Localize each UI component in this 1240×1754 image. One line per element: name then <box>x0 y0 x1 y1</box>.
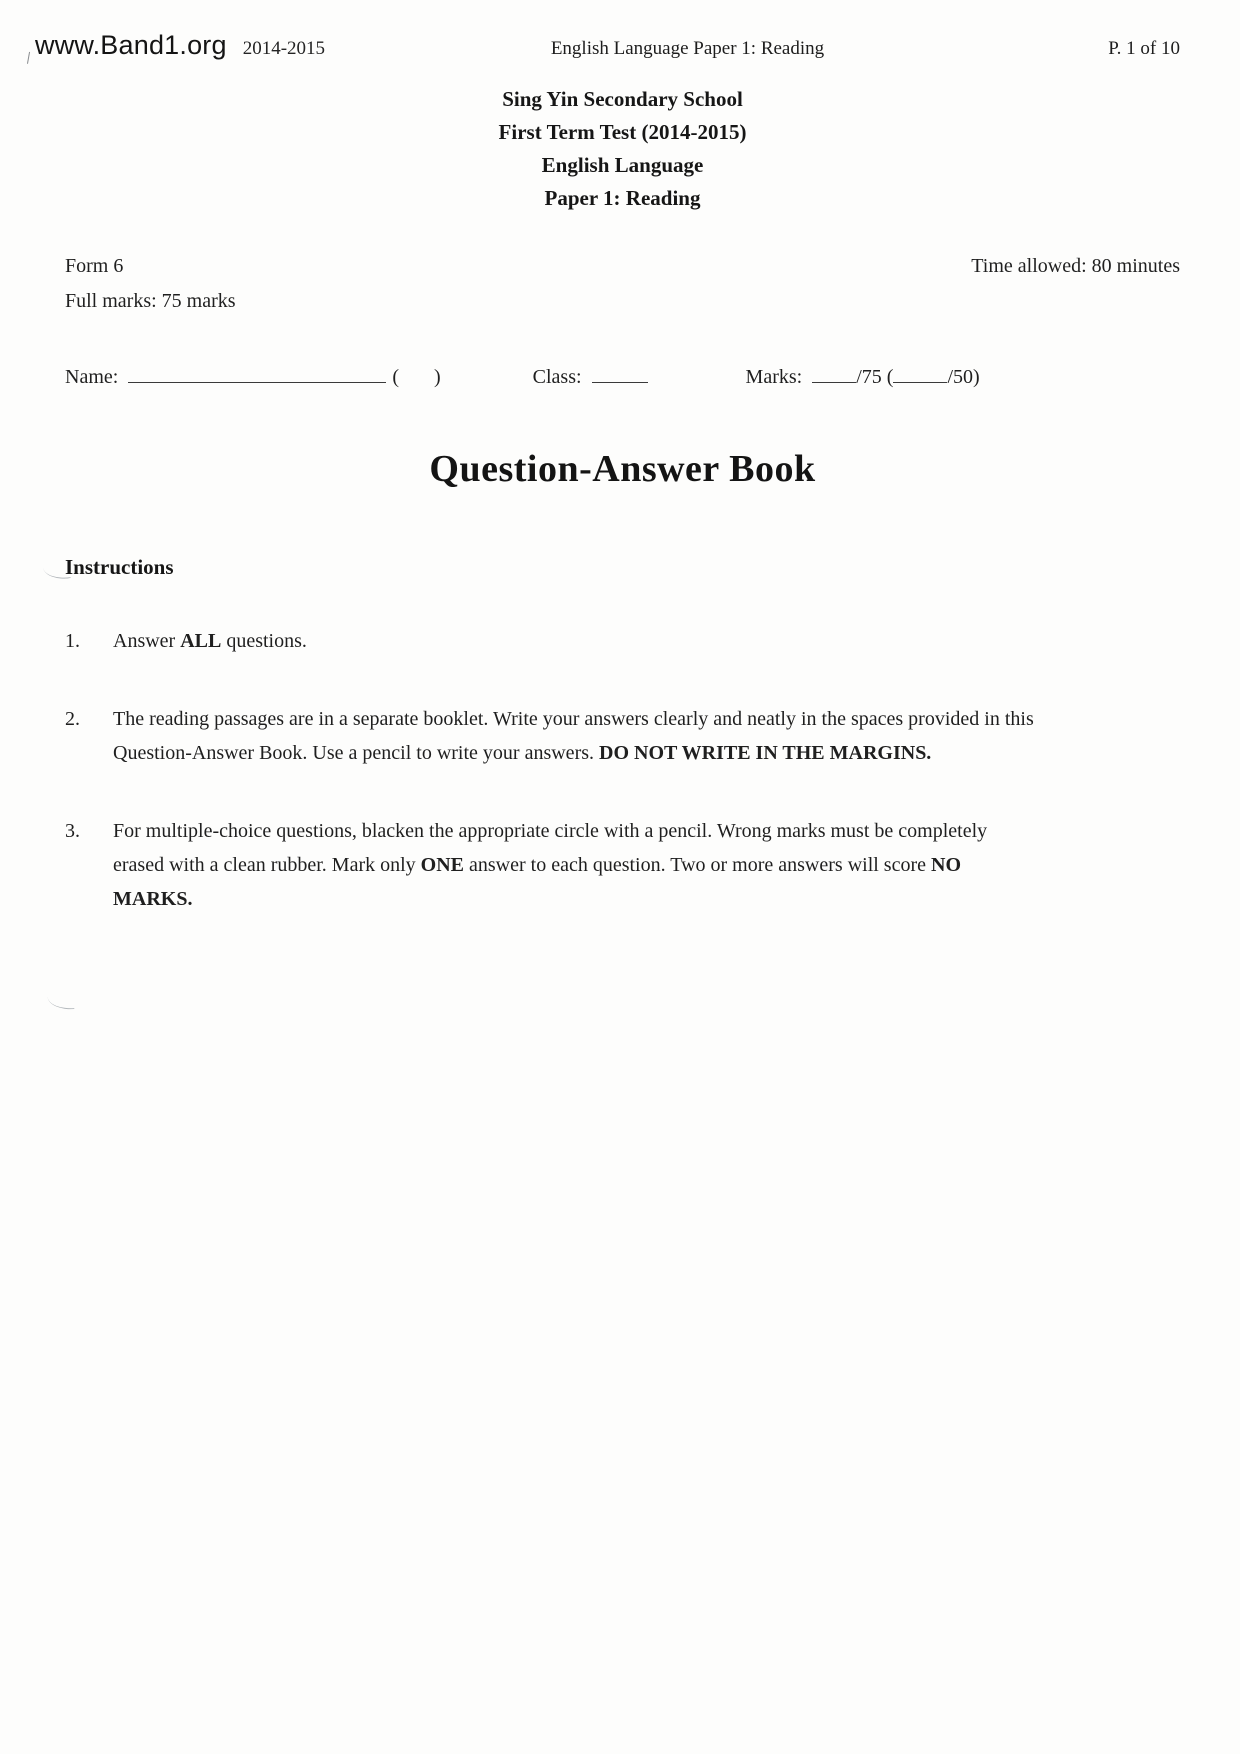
marks-label: Marks: <box>745 366 803 388</box>
instruction-item <box>65 702 1180 770</box>
full-marks-label: Full marks: 75 marks <box>65 290 236 312</box>
instruction-item <box>65 624 1180 658</box>
paper-name: Paper 1: Reading <box>544 186 701 210</box>
document-title: Question-Answer Book <box>429 448 816 490</box>
scan-artifact <box>48 995 75 1011</box>
school-heading-block <box>65 83 1180 215</box>
page-header <box>35 30 1180 61</box>
class-label: Class: <box>532 366 582 388</box>
header-paper-title: English Language Paper 1: Reading <box>550 38 825 59</box>
instructions-heading: Instructions <box>65 555 174 579</box>
instruction-number: 1. <box>65 630 80 652</box>
class-blank-line <box>592 363 648 383</box>
instruction-text: Answer ALL questions. <box>113 630 307 652</box>
instruction-text: For multiple-choice questions, blacken the appropriate circle with a pencil. Wrong marks must be completely erased with a clean rubber. Mark only ONE answer to each question. Two or more answers will score NO MARKS. <box>113 820 988 910</box>
form-time-row <box>65 255 1180 278</box>
instruction-item <box>65 814 1180 916</box>
name-blank-line <box>128 363 386 383</box>
header-year: 2014-2015 <box>242 38 326 59</box>
time-allowed-label: Time allowed: 80 minutes <box>971 255 1180 277</box>
test-name: First Term Test (2014-2015) <box>498 120 747 144</box>
instruction-number: 3. <box>65 820 80 842</box>
subject-name: English Language <box>541 153 704 177</box>
class-number-parens: ( ) <box>392 366 441 388</box>
marks-75-text: /75 ( <box>856 366 894 388</box>
marks-blank-line-75 <box>812 363 856 383</box>
scan-artifact <box>27 52 32 64</box>
name-label: Name: <box>65 366 119 388</box>
instruction-number: 2. <box>65 708 80 730</box>
form-label: Form 6 <box>65 255 124 277</box>
marks-50-text: /50) <box>947 366 980 388</box>
instructions-list <box>65 624 1180 916</box>
header-left <box>35 30 375 61</box>
instruction-text: The reading passages are in a separate booklet. Write your answers clearly and neatly in the spaces provided in this Question-Answer Book. Use a pencil to write your answers. DO NOT WRITE IN THE MARGINS. <box>113 708 1034 764</box>
watermark-logo: www.Band1.org <box>35 30 227 60</box>
name-class-marks-row <box>65 363 1180 389</box>
school-name: Sing Yin Secondary School <box>502 87 743 111</box>
page-number: P. 1 of 10 <box>1108 38 1180 59</box>
marks-blank-line-50 <box>893 363 947 383</box>
